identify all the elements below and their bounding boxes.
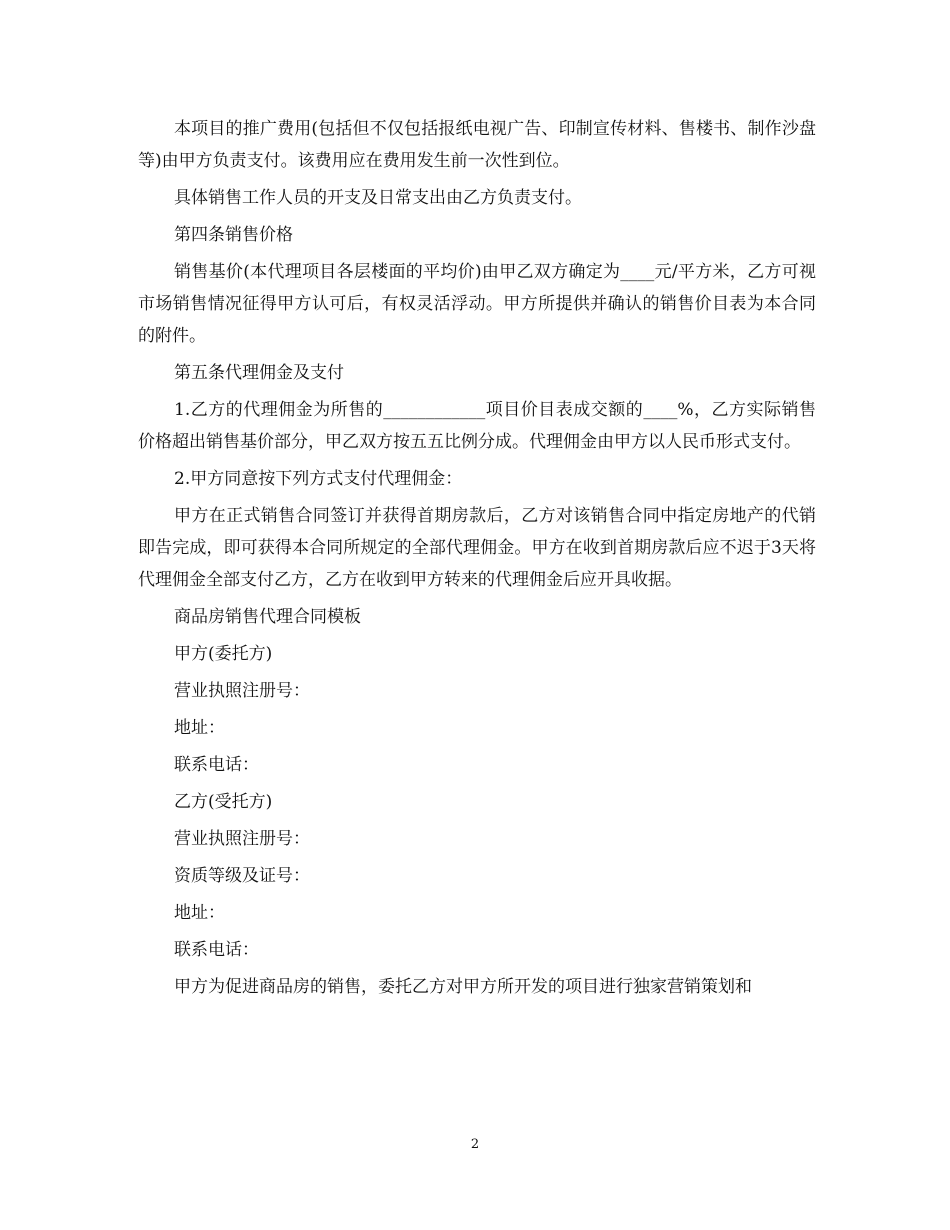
party-b-license-field: 营业执照注册号： bbox=[174, 829, 310, 849]
document-body bbox=[138, 113, 816, 1008]
paragraph-staff-expenses: 具体销售工作人员的开支及日常支出由乙方负责支付。 bbox=[174, 188, 582, 208]
paragraph-base-price: 销售基价(本代理项目各层楼面的平均价)由甲乙双方确定为____元/平方米，乙方可视市场销售情况征得甲方认可后，有权灵活浮动。甲方所提供并确认的销售价目表为本合同的附件。 bbox=[138, 262, 816, 346]
paragraph-promotion-fees: 本项目的推广费用(包括但不仅包括报纸电视广告、印制宣传材料、售楼书、制作沙盘等)由甲方负责支付。该费用应在费用发生前一次性到位。 bbox=[138, 119, 816, 171]
party-a-license-field: 营业执照注册号： bbox=[174, 681, 310, 701]
paragraph-commission-rate: 1.乙方的代理佣金为所售的____________项目价目表成交额的____%，乙方实际销售价格超出销售基价部分，甲乙双方按五五比例分成。代理佣金由甲方以人民币形式支付。 bbox=[138, 400, 816, 452]
party-b-address-field: 地址： bbox=[174, 903, 225, 923]
party-b-label: 乙方(受托方) bbox=[174, 792, 273, 812]
heading-article-4-sales-price: 第四条销售价格 bbox=[174, 225, 293, 245]
paragraph-commission-intro: 甲方为促进商品房的销售，委托乙方对甲方所开发的项目进行独家营销策划和 bbox=[174, 977, 752, 997]
party-a-phone-field: 联系电话： bbox=[174, 755, 259, 775]
paragraph-payment-method: 2.甲方同意按下列方式支付代理佣金： bbox=[174, 469, 463, 489]
page-number: 2 bbox=[470, 1137, 480, 1152]
paragraph-payment-terms: 甲方在正式销售合同签订并获得首期房款后，乙方对该销售合同中指定房地产的代销即告完成，即可获得本合同所规定的全部代理佣金。甲方在收到首期房款后应不迟于3天将代理佣金全部支付乙方，乙方在收到甲方转来的代理佣金后应开具收据。 bbox=[138, 506, 816, 590]
party-a-label: 甲方(委托方) bbox=[174, 644, 273, 664]
heading-contract-template: 商品房销售代理合同模板 bbox=[174, 607, 361, 627]
heading-article-5-commission: 第五条代理佣金及支付 bbox=[174, 363, 344, 383]
party-a-address-field: 地址： bbox=[174, 718, 225, 738]
party-b-qualification-field: 资质等级及证号： bbox=[174, 866, 310, 886]
party-b-phone-field: 联系电话： bbox=[174, 940, 259, 960]
